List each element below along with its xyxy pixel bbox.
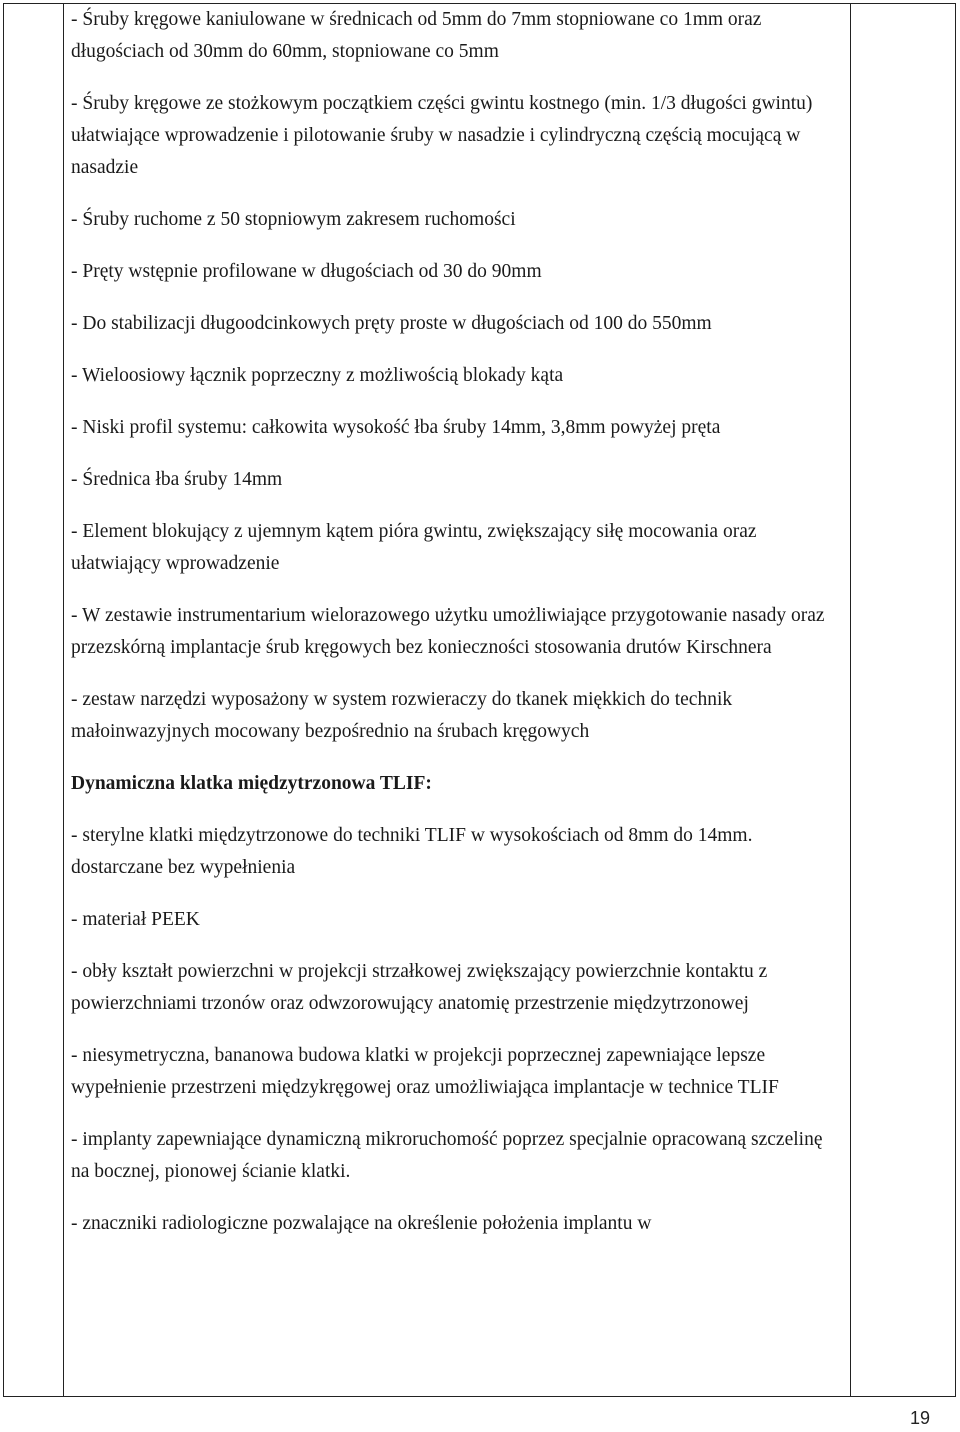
spec-item: - implanty zapewniające dynamiczną mikroruchomość poprzez specjalnie opracowaną szczelinę na bocznej, pionowej ścianie klatki. xyxy=(71,1129,823,1182)
right-column-cell xyxy=(850,4,955,1396)
spec-item: - Wieloosiowy łącznik poprzeczny z możliwością blokady kąta xyxy=(71,365,564,386)
spec-item: - Średnica łba śruby 14mm xyxy=(71,469,283,490)
spec-item: - Pręty wstępnie profilowane w długościach od 30 do 90mm xyxy=(71,261,542,282)
spec-item: - znaczniki radiologiczne pozwalające na określenie położenia implantu w xyxy=(71,1213,652,1234)
left-column-cell xyxy=(4,4,64,1396)
spec-item: - Niski profil systemu: całkowita wysokość łba śruby 14mm, 3,8mm powyżej pręta xyxy=(71,417,721,438)
spec-item: - sterylne klatki międzytrzonowe do techniki TLIF w wysokościach od 8mm do 14mm. dostarczane bez wypełnienia xyxy=(71,825,753,878)
page-number: 19 xyxy=(909,1408,930,1428)
spec-item: - zestaw narzędzi wyposażony w system rozwieraczy do tkanek miękkich do technik małoinwazyjnych mocowany bezpośrednio na śrubach kręgowych xyxy=(71,689,733,742)
spec-item: - materiał PEEK xyxy=(71,909,200,930)
spec-item: - Śruby kręgowe kaniulowane w średnicach od 5mm do 7mm stopniowane co 1mm oraz długościach od 30mm do 60mm, stopniowane co 5mm xyxy=(71,9,762,62)
spec-item: - W zestawie instrumentarium wielorazowego użytku umożliwiające przygotowanie nasady oraz przezskórną implantacje śrub kręgowych bez konieczności stosowania drutów Kirschnera xyxy=(71,605,825,658)
spec-item: - obły kształt powierzchni w projekcji strzałkowej zwiększający powierzchnie kontaktu z powierzchniami trzonów oraz odwzorowujący anatomię przestrzenie międzytrzonowej xyxy=(71,961,768,1014)
spec-item: - Śruby ruchome z 50 stopniowym zakresem ruchomości xyxy=(71,209,516,230)
spec-item: - niesymetryczna, bananowa budowa klatki w projekcji poprzecznej zapewniające lepsze wypełnienie przestrzeni międzykręgowej oraz umożliwiająca implantacje w technice TLIF xyxy=(71,1045,779,1098)
section-heading: Dynamiczna klatka międzytrzonowa TLIF: xyxy=(71,773,432,794)
spec-item: - Element blokujący z ujemnym kątem pióra gwintu, zwiększający siłę mocowania oraz ułatwiający wprowadzenie xyxy=(71,521,757,574)
spec-item: - Do stabilizacji długoodcinkowych pręty proste w długościach od 100 do 550mm xyxy=(71,313,712,334)
spec-item: - Śruby kręgowe ze stożkowym początkiem części gwintu kostnego (min. 1/3 długości gwintu) ułatwiające wprowadzenie i pilotowanie śruby w nasadzie i cylindryczną częścią mocującą w nasadzie xyxy=(71,93,813,178)
specification-text xyxy=(71,4,841,1240)
